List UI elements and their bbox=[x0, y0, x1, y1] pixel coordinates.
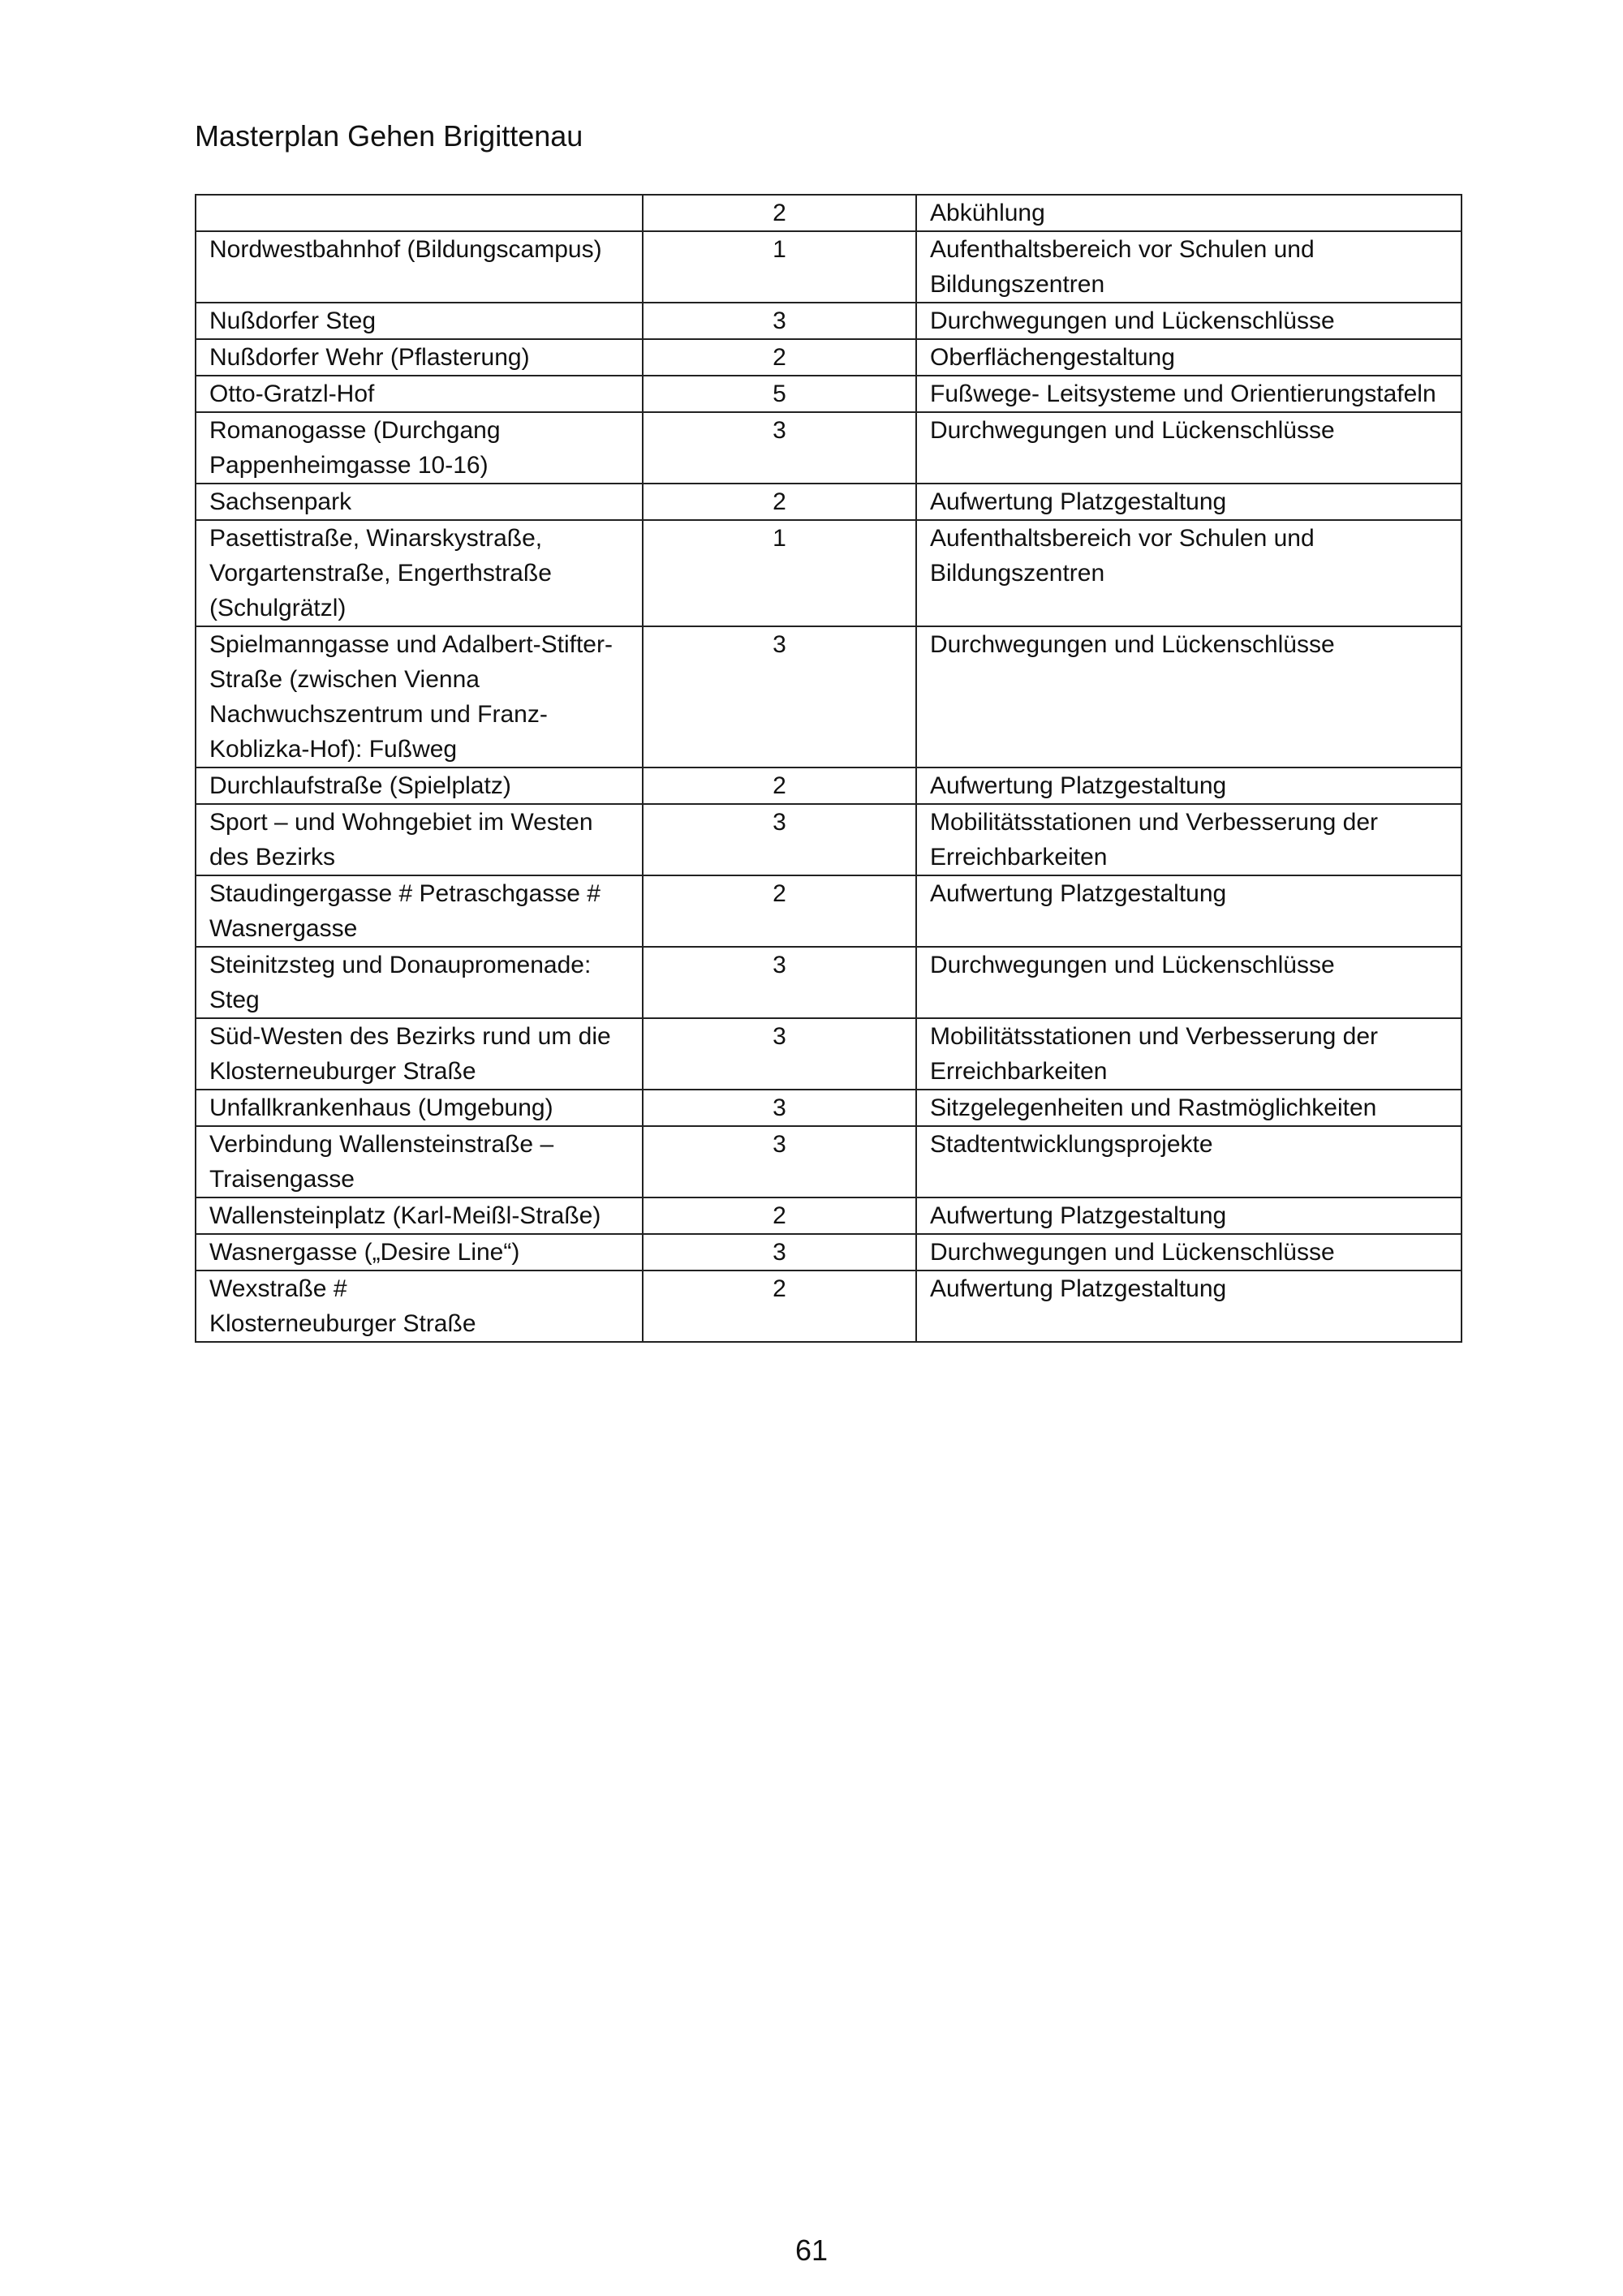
priority-cell: 2 bbox=[643, 1271, 916, 1342]
priority-cell: 1 bbox=[643, 231, 916, 303]
location-cell: Staudingergasse # Petraschgasse # Wasnergasse bbox=[196, 875, 643, 947]
table-row bbox=[196, 412, 1462, 484]
measure-cell: Durchwegungen und Lückenschlüsse bbox=[916, 303, 1462, 339]
table-row bbox=[196, 376, 1462, 412]
table-body bbox=[196, 195, 1462, 1342]
measure-cell: Aufwertung Platzgestaltung bbox=[916, 1271, 1462, 1342]
measure-cell: Oberflächengestaltung bbox=[916, 339, 1462, 376]
location-cell: Otto-Gratzl-Hof bbox=[196, 376, 643, 412]
table-row bbox=[196, 1271, 1462, 1342]
measure-cell: Mobilitätsstationen und Verbesserung der Erreichbarkeiten bbox=[916, 1018, 1462, 1090]
table-row bbox=[196, 1234, 1462, 1271]
location-cell: Durchlaufstraße (Spielplatz) bbox=[196, 767, 643, 804]
table-row bbox=[196, 339, 1462, 376]
table-row bbox=[196, 484, 1462, 520]
table-row bbox=[196, 520, 1462, 626]
measure-cell: Durchwegungen und Lückenschlüsse bbox=[916, 626, 1462, 767]
priority-cell: 2 bbox=[643, 875, 916, 947]
location-cell: Verbindung Wallensteinstraße – Traisengasse bbox=[196, 1126, 643, 1197]
location-cell: Nußdorfer Wehr (Pflasterung) bbox=[196, 339, 643, 376]
location-cell: Unfallkrankenhaus (Umgebung) bbox=[196, 1090, 643, 1126]
priority-cell: 3 bbox=[643, 1126, 916, 1197]
measure-cell: Abkühlung bbox=[916, 195, 1462, 231]
table-row bbox=[196, 231, 1462, 303]
table-row bbox=[196, 947, 1462, 1018]
priority-cell: 2 bbox=[643, 1197, 916, 1234]
location-cell: Nordwestbahnhof (Bildungscampus) bbox=[196, 231, 643, 303]
priority-cell: 3 bbox=[643, 947, 916, 1018]
priority-cell: 3 bbox=[643, 1234, 916, 1271]
priority-cell: 3 bbox=[643, 626, 916, 767]
table-row bbox=[196, 1197, 1462, 1234]
measure-cell: Mobilitätsstationen und Verbesserung der Erreichbarkeiten bbox=[916, 804, 1462, 875]
table-row bbox=[196, 1018, 1462, 1090]
table-row bbox=[196, 875, 1462, 947]
measure-cell: Aufwertung Platzgestaltung bbox=[916, 767, 1462, 804]
priority-cell: 2 bbox=[643, 195, 916, 231]
measure-cell: Aufenthaltsbereich vor Schulen und Bildungszentren bbox=[916, 231, 1462, 303]
measure-cell: Sitzgelegenheiten und Rastmöglichkeiten bbox=[916, 1090, 1462, 1126]
location-cell: Steinitzsteg und Donaupromenade: Steg bbox=[196, 947, 643, 1018]
location-cell bbox=[196, 195, 643, 231]
table-row bbox=[196, 767, 1462, 804]
page-header-title: Masterplan Gehen Brigittenau bbox=[195, 119, 583, 153]
measure-cell: Aufwertung Platzgestaltung bbox=[916, 1197, 1462, 1234]
location-cell: Wexstraße # Klosterneuburger Straße bbox=[196, 1271, 643, 1342]
measure-cell: Aufwertung Platzgestaltung bbox=[916, 484, 1462, 520]
measure-cell: Aufenthaltsbereich vor Schulen und Bildungszentren bbox=[916, 520, 1462, 626]
measure-cell: Stadtentwicklungsprojekte bbox=[916, 1126, 1462, 1197]
priority-cell: 3 bbox=[643, 1018, 916, 1090]
priority-cell: 1 bbox=[643, 520, 916, 626]
priority-cell: 3 bbox=[643, 412, 916, 484]
table-row bbox=[196, 195, 1462, 231]
priority-cell: 2 bbox=[643, 767, 916, 804]
location-cell: Romanogasse (Durchgang Pappenheimgasse 10-16) bbox=[196, 412, 643, 484]
measure-cell: Durchwegungen und Lückenschlüsse bbox=[916, 1234, 1462, 1271]
priority-cell: 3 bbox=[643, 804, 916, 875]
table-row bbox=[196, 626, 1462, 767]
location-cell: Wallensteinplatz (Karl-Meißl-Straße) bbox=[196, 1197, 643, 1234]
priority-cell: 2 bbox=[643, 484, 916, 520]
measure-cell: Fußwege- Leitsysteme und Orientierungstafeln bbox=[916, 376, 1462, 412]
location-cell: Nußdorfer Steg bbox=[196, 303, 643, 339]
location-cell: Sachsenpark bbox=[196, 484, 643, 520]
location-cell: Spielmanngasse und Adalbert-Stifter-Straße (zwischen Vienna Nachwuchszentrum und Franz-Koblizka-Hof): Fußweg bbox=[196, 626, 643, 767]
table-row bbox=[196, 804, 1462, 875]
measure-cell: Durchwegungen und Lückenschlüsse bbox=[916, 412, 1462, 484]
location-cell: Pasettistraße, Winarskystraße, Vorgartenstraße, Engerthstraße (Schulgrätzl) bbox=[196, 520, 643, 626]
location-cell: Süd-Westen des Bezirks rund um die Klosterneuburger Straße bbox=[196, 1018, 643, 1090]
location-cell: Wasnergasse („Desire Line“) bbox=[196, 1234, 643, 1271]
priority-cell: 3 bbox=[643, 1090, 916, 1126]
priority-cell: 5 bbox=[643, 376, 916, 412]
table-row bbox=[196, 1090, 1462, 1126]
priority-cell: 2 bbox=[643, 339, 916, 376]
measure-cell: Aufwertung Platzgestaltung bbox=[916, 875, 1462, 947]
table-row bbox=[196, 1126, 1462, 1197]
table-row bbox=[196, 303, 1462, 339]
page-number: 61 bbox=[794, 2234, 829, 2267]
measures-table bbox=[195, 194, 1462, 1343]
priority-cell: 3 bbox=[643, 303, 916, 339]
measure-cell: Durchwegungen und Lückenschlüsse bbox=[916, 947, 1462, 1018]
location-cell: Sport – und Wohngebiet im Westen des Bezirks bbox=[196, 804, 643, 875]
